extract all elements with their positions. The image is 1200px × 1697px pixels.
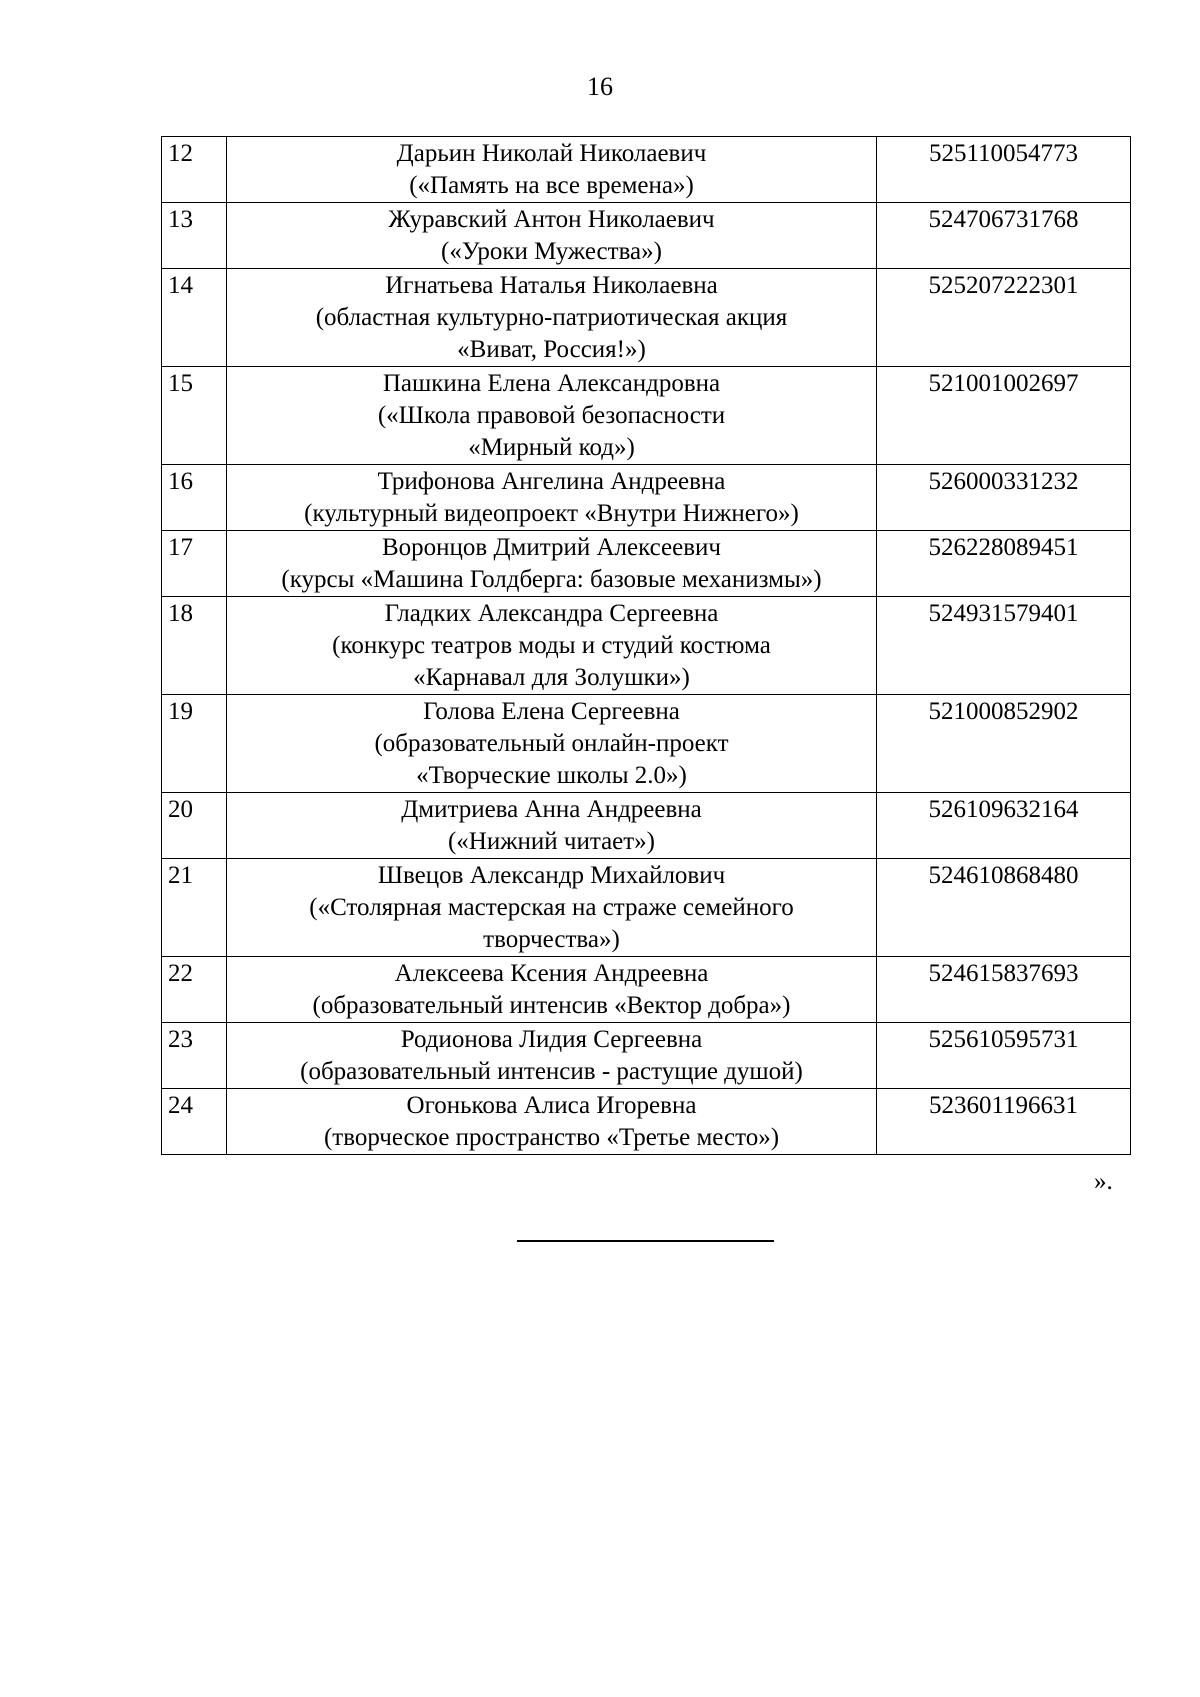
- participant-line: Голова Елена Сергеевна: [423, 698, 680, 725]
- participant-line: «Творческие школы 2.0»): [416, 762, 687, 789]
- participant-line: (областная культурно-патриотическая акция: [315, 304, 788, 331]
- participant-line: Воронцов Дмитрий Алексеевич: [382, 534, 721, 561]
- participant-line: Алексеева Ксения Андреевна: [394, 960, 709, 987]
- participant-line: (образовательный интенсив «Вектор добра»): [312, 992, 791, 1019]
- participant-cell: [227, 859, 877, 957]
- participant-cell: [227, 957, 877, 1023]
- inn-number: 525110054773: [877, 137, 1131, 203]
- row-number: 13: [162, 203, 227, 269]
- registry-table-body: [162, 137, 1131, 1155]
- inn-number: 524610868480: [877, 859, 1131, 957]
- row-number: 14: [162, 269, 227, 367]
- table-row: [162, 465, 1131, 531]
- table-row: [162, 1089, 1131, 1155]
- inn-number: 526000331232: [877, 465, 1131, 531]
- table-row: [162, 859, 1131, 957]
- table-row: [162, 367, 1131, 465]
- table-row: [162, 269, 1131, 367]
- participant-line: Дарьин Николай Николаевич: [396, 140, 707, 167]
- participant-line: Швецов Александр Михайлович: [377, 862, 726, 889]
- table-row: [162, 137, 1131, 203]
- row-number: 21: [162, 859, 227, 957]
- table-row: [162, 203, 1131, 269]
- row-number: 12: [162, 137, 227, 203]
- participant-cell: [227, 1089, 877, 1155]
- table-row: [162, 597, 1131, 695]
- table-row: [162, 531, 1131, 597]
- participant-line: Дмитриева Анна Андреевна: [401, 796, 702, 823]
- participant-line: («Нижний читает»): [447, 828, 656, 855]
- row-number: 23: [162, 1023, 227, 1089]
- participant-line: («Память на все времена»): [409, 172, 694, 199]
- inn-number: 524706731768: [877, 203, 1131, 269]
- inn-number: 524931579401: [877, 597, 1131, 695]
- row-number: 22: [162, 957, 227, 1023]
- participant-line: Пашкина Елена Александровна: [382, 370, 721, 397]
- participant-cell: [227, 695, 877, 793]
- row-number: 24: [162, 1089, 227, 1155]
- row-number: 19: [162, 695, 227, 793]
- participant-line: Огонькова Алиса Игоревна: [406, 1092, 697, 1119]
- inn-number: 523601196631: [877, 1089, 1131, 1155]
- end-divider: [517, 1240, 774, 1242]
- inn-number: 525610595731: [877, 1023, 1131, 1089]
- participant-line: (творческое пространство «Третье место»): [323, 1124, 780, 1151]
- participant-cell: [227, 793, 877, 859]
- participant-line: «Карнавал для Золушки»): [413, 664, 690, 691]
- participant-line: («Столярная мастерская на страже семейного: [309, 894, 794, 921]
- participant-line: (курсы «Машина Голдберга: базовые механизмы»): [281, 566, 822, 593]
- inn-number: 526228089451: [877, 531, 1131, 597]
- participant-line: (конкурс театров моды и студий костюма: [332, 632, 771, 659]
- participant-line: Родионова Лидия Сергеевна: [400, 1026, 703, 1053]
- participant-line: (образовательный онлайн-проект: [374, 730, 729, 757]
- row-number: 17: [162, 531, 227, 597]
- table-row: [162, 1023, 1131, 1089]
- participant-line: «Мирный код»): [468, 434, 635, 461]
- participant-line: Трифонова Ангелина Андреевна: [377, 468, 726, 495]
- participant-cell: [227, 269, 877, 367]
- participant-cell: [227, 137, 877, 203]
- row-number: 18: [162, 597, 227, 695]
- participant-cell: [227, 367, 877, 465]
- inn-number: 524615837693: [877, 957, 1131, 1023]
- table-row: [162, 695, 1131, 793]
- table-row: [162, 793, 1131, 859]
- participant-line: Журавский Антон Николаевич: [388, 206, 715, 233]
- row-number: 16: [162, 465, 227, 531]
- registry-table: [161, 136, 1131, 1155]
- participant-cell: [227, 531, 877, 597]
- participant-line: Игнатьева Наталья Николаевна: [385, 272, 718, 299]
- inn-number: 521000852902: [877, 695, 1131, 793]
- inn-number: 526109632164: [877, 793, 1131, 859]
- table-row: [162, 957, 1131, 1023]
- participant-cell: [227, 597, 877, 695]
- participant-line: «Виват, Россия!»): [457, 336, 646, 363]
- participant-line: (культурный видеопроект «Внутри Нижнего»): [304, 500, 799, 527]
- participant-line: Гладких Александра Сергеевна: [384, 600, 719, 627]
- row-number: 20: [162, 793, 227, 859]
- participant-line: («Школа правовой безопасности: [377, 402, 726, 429]
- participant-line: (образовательный интенсив - растущие душой): [300, 1058, 803, 1085]
- participant-cell: [227, 203, 877, 269]
- participant-line: творчества»): [483, 926, 620, 953]
- row-number: 15: [162, 367, 227, 465]
- closing-quote: ».: [1094, 1168, 1113, 1195]
- inn-number: 521001002697: [877, 367, 1131, 465]
- inn-number: 525207222301: [877, 269, 1131, 367]
- participant-cell: [227, 1023, 877, 1089]
- page-number: 16: [587, 72, 613, 101]
- participant-cell: [227, 465, 877, 531]
- participant-line: («Уроки Мужества»): [441, 238, 662, 265]
